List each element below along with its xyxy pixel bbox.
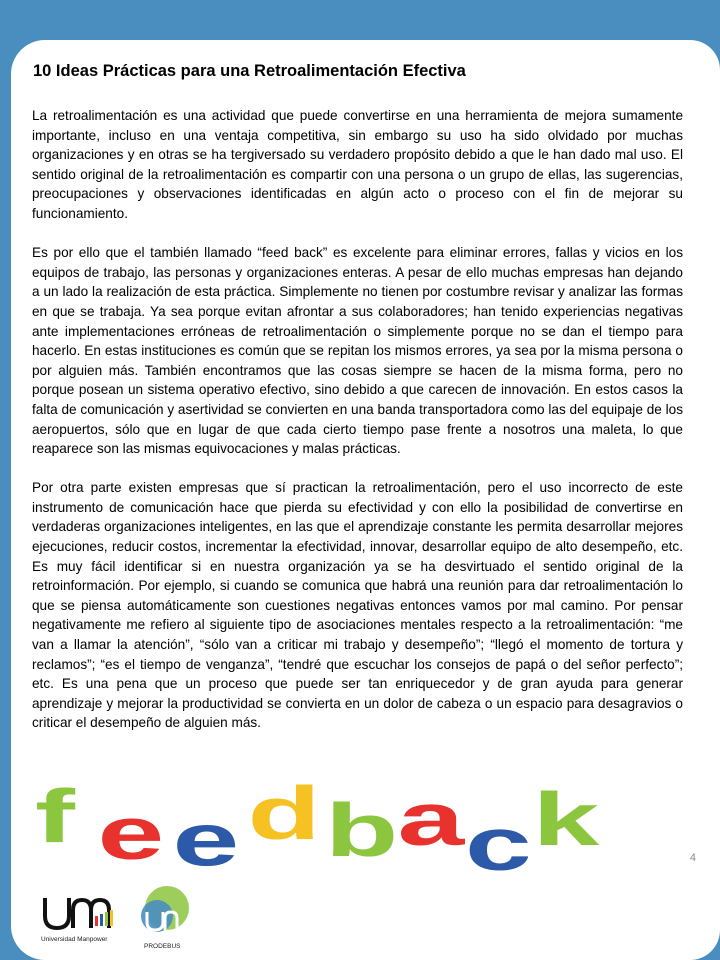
- document-title: 10 Ideas Prácticas para una Retroalimentación Efectiva: [33, 62, 466, 80]
- feedback-letter-e1: e: [97, 791, 165, 876]
- prodebus-caption: PRODEBUS: [144, 943, 181, 950]
- feedback-letter-a: a: [397, 778, 465, 862]
- feedback-letter-d: d: [247, 778, 321, 856]
- document-body: [32, 106, 683, 753]
- prodebus-logo: [135, 882, 195, 946]
- paragraph-3: Por otra parte existen empresas que sí practican la retroalimentación, pero el uso incorrecto de este instrumento de comunicación hace que pierda su efectividad y con ello la posibilidad de convertirse en verdaderas organizaciones inteligentes, en las que el aprendizaje constante les permita desarrollar mejores ejecuciones, reducir costos, incrementar la efectividad, innovar, desarrollar equipo de alto desempeño, etc. Es muy fácil identificar si en nuestra organización ya se ha desvirtuado el sentido original de la retroinformación. Por ejemplo, si cuando se comunica que habrá una reunión para dar retroalimentación lo que se piensa automáticamente son cuestiones negativas entonces vamos por mal camino. Por pensar negativamente me refiero al siguiente tipo de asociaciones mentales respecto a la retroalimentación: “me van a llamar la atención”, “sólo van a criticar mi trabajo y desempeño”; “llegó el momento de tortura y reclamos”; “es el tiempo de venganza”, “tendré que escuchar los consejos de papá o del señor perfecto”; etc. Es una pena que un proceso que puede ser tan enriquecedor y de gran ayuda para generar aprendizaje y mejorar la productividad se convierta en un dolor de cabeza o un espacio para desagravios o criticar el desempeño de alguien más.: [32, 480, 683, 731]
- feedback-letter-k: k: [532, 778, 600, 862]
- feedback-letter-f: f: [35, 778, 75, 859]
- paragraph-2: Es por ello que el también llamado “feed back” es excelente para eliminar errores, fallas y vicios en los equipos de trabajo, las personas y organizaciones enteras. A pesar de ello muchas empresas han dejando a un lado la realización de esta práctica. Simplemente no tienen por costumbre revisar y analizar las formas en que se trabaja. Ya sea porque evitan afrontar a sus colaboradores; han tenido experiencias negativas ante implementaciones erróneas de retroalimentación o simplemente porque no se dan el tiempo para hacerlo. En estas instituciones es común que se repitan los mismos errores, ya sea por la misma persona o por alguien más. También encontramos que las cosas siempre se hacen de la misma forma, pero no porque posean un sistema operativo efectivo, sino debido a que carecen de innovación. En estos casos la falta de comunicación y asertividad se convierten en una banda transportadora como las del equipaje de los aeropuertos, sólo que en lugar de que cada cierto tiempo pase frente a nosotros una maleta, lo que reaparece son las mismas equivocaciones y malas prácticas.: [32, 245, 683, 457]
- feedback-letter-b: b: [325, 788, 399, 873]
- page-number: 4: [689, 852, 696, 864]
- feedback-letter-c: c: [465, 802, 532, 876]
- feedback-letter-e2: e: [172, 797, 240, 876]
- feedback-illustration: [35, 778, 615, 876]
- universidad-manpower-caption: Universidad Manpower: [41, 936, 108, 943]
- document-page: [11, 40, 720, 960]
- paragraph-1: La retroalimentación es una actividad que puede convertirse en una herramienta de mejora sumamente importante, incluso en una ventaja competitiva, sin embargo su uso ha sido olvidado por muchas organizaciones y en otras se ha tergiversado su verdadero propósito debido a que le han dado mal uso. El sentido original de la retroalimentación es compartir con una persona o un grupo de ellas, las sugerencias, preocupaciones y observaciones identificadas en algún acto o proceso con el fin de mejorar su funcionamiento.: [32, 108, 683, 221]
